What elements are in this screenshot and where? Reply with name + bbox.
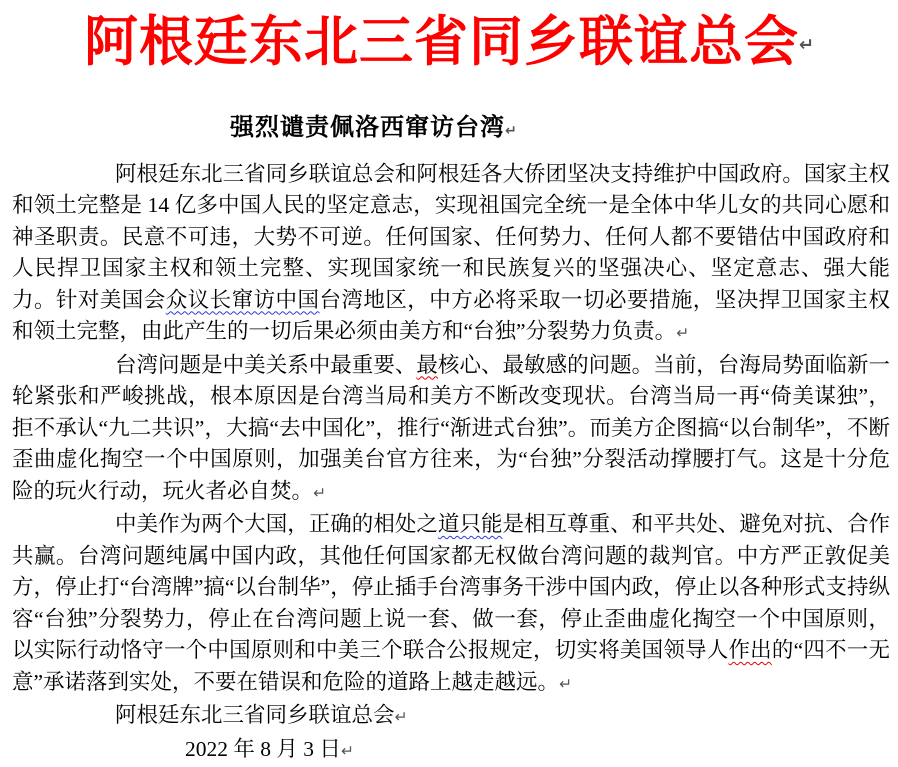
spellcheck-underlined-text: 作出 [728,638,772,663]
document-subtitle [230,114,898,146]
text-segment: 核心、最敏感的问题。当前，台海局势面临新一轮紧张和严峻挑战，根本原因是台湾当局和美方不断改变现状。台湾当局一再“倚美谋独”，拒不承认“九二共识”，大搞“去中国化”，推行“渐进式台独”。而美方企图搞“以台制华”，不断歪曲虚化掏空一个中国原则，加强美台官方往来，为“台独”分裂活动撑腰打气。这是十分危险的玩火行动，玩火者必自焚。 [12,352,890,503]
spellcheck-underlined-text: 最 [416,352,438,377]
paragraph-mark: ↵ [559,674,573,693]
paragraph-mark: ↵ [340,741,354,760]
signature-line [12,700,890,734]
text-segment: 台湾地区，中方必将采取一切必要措施，坚决捍卫国家主权和领土完整，由此产生的一切后果必须由美方和“台独”分裂势力负责。 [12,287,890,344]
paragraph-mark: ↵ [676,324,690,343]
text-segment: 台湾问题是中美关系中最重要、 [115,352,417,377]
text-segment: 阿根廷东北三省同乡联谊总会和阿根廷各大侨团坚决支持维护中国政府。国家主权和领土完整是 14 亿多中国人民的坚定意志，实现祖国完全统一是全体中华儿女的共同心愿和神圣职责。民意不可违，大势不可逆。任何国家、任何势力、任何人都不要错估中国政府和人民捍卫国家主权和领土完整、实现国家统一和民族复兴的坚强决心、坚定意志、强大能力。针对美国会 [12,161,890,312]
paragraph-mark: ↵ [313,483,326,502]
date-line [12,734,890,767]
text-segment: 的“四不一无意”承诺落到实处，不要在错误和危险的道路上越走越远。 [12,638,890,694]
body-paragraph-3 [12,509,890,700]
spellcheck-underlined-text: 众议长窜访中国 [165,287,320,312]
document-title-text: 阿根廷东北三省同乡联谊总会 [83,12,799,72]
spellcheck-underlined-text: 道只能 [437,512,503,537]
paragraph-mark: ↵ [505,122,517,139]
document-title [0,0,898,76]
body-paragraph-1 [12,159,890,350]
paragraph-mark: ↵ [798,34,815,56]
date-text: 2022 年 8 月 3 日 [185,736,341,761]
document-body [0,159,898,767]
document-subtitle-text: 强烈谴责佩洛西窜访台湾 [230,114,505,141]
paragraph-mark: ↵ [394,708,408,727]
body-paragraph-2 [12,350,890,510]
text-segment: 中美作为两个大国，正确的相处之 [115,512,438,537]
signature-text: 阿根廷东北三省同乡联谊总会 [115,703,395,728]
text-segment: 是相互尊重、和平共处、避免对抗、合作共赢。台湾问题纯属中国内政，其他任何国家都无权做台湾问题的裁判官。中方严正敦促美方，停止打“台湾牌”搞“以台制华”，停止插手台湾事务干涉中国内政，停止以各种形式支持纵容“台独”分裂势力，停止在台湾问题上说一套、做一套，停止歪曲虚化掏空一个中国原则，以实际行动恪守一个中国原则和中美三个联合公报规定，切实将美国领导人 [12,512,890,663]
